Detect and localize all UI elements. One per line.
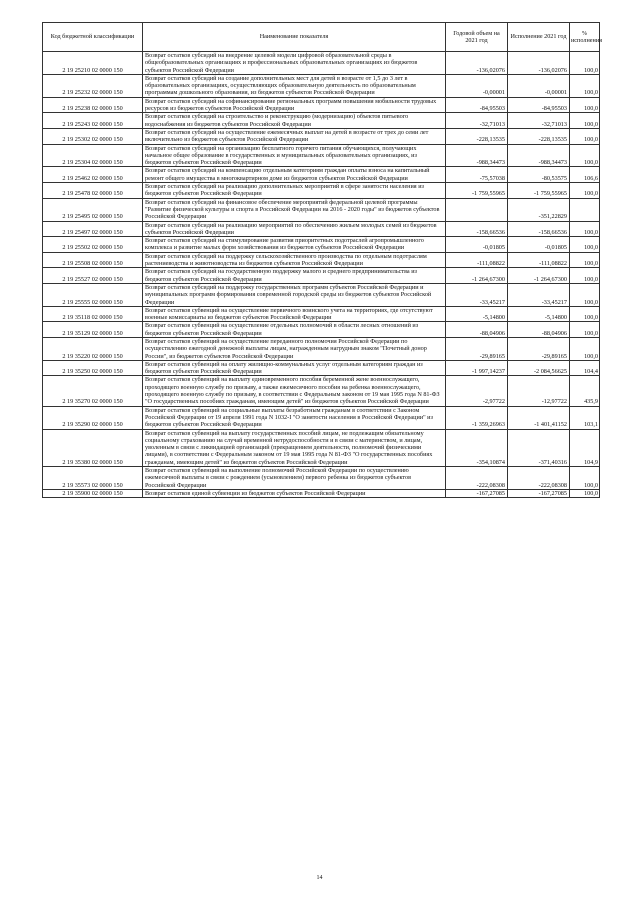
cell-plan: -354,10874 xyxy=(446,429,508,466)
cell-pct: 100,0 xyxy=(570,268,600,284)
cell-exec: -84,95503 xyxy=(508,97,570,113)
cell-plan: -0,00001 xyxy=(446,74,508,97)
cell-name: Возврат остатков субвенций на выполнение полномочий Российской Федерации по осуществлению ежемесячной выплаты в связи с рождением (усыновлением) первого ребенка из бюджетов субъектов Российской Федерации xyxy=(143,467,446,490)
cell-pct: 100,0 xyxy=(570,128,600,144)
cell-exec: -32,71013 xyxy=(508,113,570,129)
cell-plan: -988,34473 xyxy=(446,144,508,167)
cell-name: Возврат остатков субвенций на оплату жилищно-коммунальных услуг отдельным категориям граждан из бюджетов субъектов Российской Федерации xyxy=(143,360,446,376)
cell-name: Возврат остатков субсидий на реализацию дополнительных мероприятий в сфере занятости населения из бюджетов субъектов Российской Федерации xyxy=(143,183,446,199)
cell-exec: -1 401,41152 xyxy=(508,406,570,429)
cell-name: Возврат остатков субвенций на социальные выплаты безработным гражданам в соответствии с Законом Российской Федерации от 19 апреля 1991 года N 1032-I "О занятости населения в Российской Федерации" из бюджетов субъектов Российской Федерации xyxy=(143,406,446,429)
cell-exec: -5,14800 xyxy=(508,306,570,322)
cell-pct: 100,0 xyxy=(570,322,600,338)
cell-pct: 100,0 xyxy=(570,183,600,199)
table-row xyxy=(43,74,600,97)
cell-pct: 100,0 xyxy=(570,467,600,490)
cell-exec: -136,02076 xyxy=(508,52,570,75)
header-exec: Исполнение 2021 год xyxy=(508,23,570,52)
cell-name: Возврат остатков субсидий на стимулирование развития приоритетных подотраслей агропромышленного комплекса и развитие малых форм хозяйствования из бюджетов субъектов Российской Федерации xyxy=(143,237,446,253)
table-row xyxy=(43,237,600,253)
cell-name: Возврат остатков субсидий на поддержку государственных программ субъектов Российской Федерации и муниципальных программ формирования современной городской среды из бюджетов субъектов Российской Федерации xyxy=(143,283,446,306)
cell-plan: -111,08822 xyxy=(446,252,508,268)
cell-pct: 100,0 xyxy=(570,283,600,306)
cell-code: 2 19 35573 02 0000 150 xyxy=(43,467,143,490)
cell-pct: 100,0 xyxy=(570,489,600,497)
cell-name: Возврат остатков субсидий на софинансирование региональных программ повышения мобильности трудовых ресурсов из бюджетов субъектов Российской Федерации xyxy=(143,97,446,113)
cell-name: Возврат остатков субсидий на строительство и реконструкцию (модернизацию) объектов питьевого водоснабжения из бюджетов субъектов Российской Федерации xyxy=(143,113,446,129)
cell-pct: 106,6 xyxy=(570,167,600,183)
cell-name: Возврат остатков субсидий на создание дополнительных мест для детей в возрасте от 1,5 до 3 лет в образовательных организациях, осуществляющих образовательную деятельность по образовательным программам дошкольного образования, из бюджетов субъектов Российской Федерации xyxy=(143,74,446,97)
table-row xyxy=(43,429,600,466)
cell-name: Возврат остатков субсидий на организацию бесплатного горячего питания обучающихся, получающих начальное общее образование в государственных и муниципальных образовательных организациях, из бюджетов субъектов Российской Федерации xyxy=(143,144,446,167)
cell-name: Возврат остатков субсидий на государственную поддержку малого и среднего предпринимательства из бюджетов субъектов Российской Федерации xyxy=(143,268,446,284)
cell-pct: 100,0 xyxy=(570,97,600,113)
table-row xyxy=(43,268,600,284)
cell-code: 2 19 35380 02 0000 150 xyxy=(43,429,143,466)
cell-plan: -5,14800 xyxy=(446,306,508,322)
cell-name: Возврат остатков субвенций на осуществление первичного воинского учета на территориях, где отсутствуют военные комиссариаты из бюджетов субъектов Российской Федерации xyxy=(143,306,446,322)
header-name: Наименование показателя xyxy=(143,23,446,52)
cell-exec: -80,53575 xyxy=(508,167,570,183)
table-header-row xyxy=(43,23,600,52)
cell-exec: -228,13535 xyxy=(508,128,570,144)
cell-plan: -75,57038 xyxy=(446,167,508,183)
cell-plan: -1 759,55965 xyxy=(446,183,508,199)
cell-plan: -0,01805 xyxy=(446,237,508,253)
cell-code: 2 19 25502 02 0000 150 xyxy=(43,237,143,253)
table-row xyxy=(43,406,600,429)
cell-name: Возврат остатков субвенций на осуществление переданного полномочия Российской Федерации по осуществлению ежегодной денежной выплаты лицам, награжденным нагрудным знаком "Почетный донор России", из бюджетов субъектов Российской Федерации xyxy=(143,337,446,360)
cell-plan: -2,97722 xyxy=(446,376,508,406)
cell-pct: 100,0 xyxy=(570,221,600,237)
table-row xyxy=(43,376,600,406)
cell-pct: 100,0 xyxy=(570,252,600,268)
cell-exec: -167,27085 xyxy=(508,489,570,497)
table-row xyxy=(43,52,600,75)
cell-pct xyxy=(570,198,600,221)
cell-exec: -1 759,55965 xyxy=(508,183,570,199)
cell-code: 2 19 25232 02 0000 150 xyxy=(43,74,143,97)
cell-plan: -167,27085 xyxy=(446,489,508,497)
table-row xyxy=(43,113,600,129)
cell-pct: 103,1 xyxy=(570,406,600,429)
cell-code: 2 19 25462 02 0000 150 xyxy=(43,167,143,183)
table-row xyxy=(43,167,600,183)
cell-code: 2 19 25478 02 0000 150 xyxy=(43,183,143,199)
cell-exec: -0,01805 xyxy=(508,237,570,253)
cell-name: Возврат остатков субсидий на финансовое обеспечение мероприятий федеральной целевой программы "Развитие физической культуры и спорта в Российской Федерации на 2016 - 2020 годы" из бюджетов субъектов Российской Федерации xyxy=(143,198,446,221)
cell-pct: 435,9 xyxy=(570,376,600,406)
cell-exec: -29,89165 xyxy=(508,337,570,360)
cell-plan: -1 997,14237 xyxy=(446,360,508,376)
table-row xyxy=(43,337,600,360)
cell-name: Возврат остатков единой субвенции из бюджетов субъектов Российской Федерации xyxy=(143,489,446,497)
cell-exec: -158,66536 xyxy=(508,221,570,237)
cell-pct: 104,9 xyxy=(570,429,600,466)
table-row xyxy=(43,221,600,237)
cell-code: 2 19 25304 02 0000 150 xyxy=(43,144,143,167)
table-row xyxy=(43,144,600,167)
cell-plan: -88,04906 xyxy=(446,322,508,338)
cell-exec: -33,45217 xyxy=(508,283,570,306)
cell-code: 2 19 25495 02 0000 150 xyxy=(43,198,143,221)
cell-name: Возврат остатков субвенций на выплату единовременного пособия беременной жене военнослужащего, проходящего военную службу по призыву, а также ежемесячного пособия на ребенка военнослужащего, проходящего военную службу по призыву, в соответствии с Федеральным законом от 19 мая 1995 года N 81-ФЗ "О государственных пособиях гражданам, имеющим детей" из бюджетов субъектов Российской Федерации xyxy=(143,376,446,406)
cell-code: 2 19 25238 02 0000 150 xyxy=(43,97,143,113)
table-row xyxy=(43,322,600,338)
cell-exec: -351,22829 xyxy=(508,198,570,221)
cell-pct: 100,0 xyxy=(570,74,600,97)
cell-exec: -222,08308 xyxy=(508,467,570,490)
cell-plan: -1 359,26963 xyxy=(446,406,508,429)
cell-exec: -371,40316 xyxy=(508,429,570,466)
table-row xyxy=(43,252,600,268)
cell-pct: 100,0 xyxy=(570,337,600,360)
cell-plan: -33,45217 xyxy=(446,283,508,306)
cell-pct: 100,0 xyxy=(570,144,600,167)
table-row xyxy=(43,306,600,322)
cell-code: 2 19 25555 02 0000 150 xyxy=(43,283,143,306)
cell-exec: -0,00001 xyxy=(508,74,570,97)
cell-plan: -29,89165 xyxy=(446,337,508,360)
cell-code: 2 19 35220 02 0000 150 xyxy=(43,337,143,360)
cell-name: Возврат остатков субсидий на компенсацию отдельным категориям граждан оплаты взноса на капитальный ремонт общего имущества в многоквартирном доме из бюджетов субъектов Российской Федерации xyxy=(143,167,446,183)
cell-plan: -228,13535 xyxy=(446,128,508,144)
budget-report-page xyxy=(42,22,602,498)
table-row xyxy=(43,489,600,497)
cell-name: Возврат остатков субсидий на осуществление ежемесячных выплат на детей в возрасте от трех до семи лет включительно из бюджетов субъектов Российской Федерации xyxy=(143,128,446,144)
cell-plan: -32,71013 xyxy=(446,113,508,129)
cell-code: 2 19 35290 02 0000 150 xyxy=(43,406,143,429)
cell-code: 2 19 35118 02 0000 150 xyxy=(43,306,143,322)
cell-pct: 104,4 xyxy=(570,360,600,376)
cell-plan: -84,95503 xyxy=(446,97,508,113)
table-row xyxy=(43,467,600,490)
table-body xyxy=(43,52,600,498)
cell-name: Возврат остатков субсидий на внедрение целевой модели цифровой образовательной среды в общеобразовательных организациях и профессиональных образовательных организациях из бюджетов субъектов Российской Федерации xyxy=(143,52,446,75)
header-plan: Годовой объем на 2021 год xyxy=(446,23,508,52)
cell-code: 2 19 25497 02 0000 150 xyxy=(43,221,143,237)
cell-name: Возврат остатков субвенций на выплату государственных пособий лицам, не подлежащим обязательному социальному страхованию на случай временной нетрудоспособности и в связи с материнством, и лицам, уволенным в связи с ликвидацией организаций (прекращением деятельности, полномочий физическими лицами), в соответствии с Федеральным законом от 19 мая 1995 года N 81-ФЗ "О государственных пособиях гражданам, имеющим детей" из бюджетов субъектов Российской Федерации xyxy=(143,429,446,466)
cell-code: 2 19 35129 02 0000 150 xyxy=(43,322,143,338)
cell-code: 2 19 35900 02 0000 150 xyxy=(43,489,143,497)
cell-exec: -111,08822 xyxy=(508,252,570,268)
budget-execution-table xyxy=(42,22,600,498)
cell-code: 2 19 25243 02 0000 150 xyxy=(43,113,143,129)
cell-plan xyxy=(446,198,508,221)
cell-pct: 100,0 xyxy=(570,237,600,253)
page-number: 14 xyxy=(316,875,323,881)
cell-pct: 100,0 xyxy=(570,52,600,75)
cell-exec: -1 264,67300 xyxy=(508,268,570,284)
table-row xyxy=(43,128,600,144)
header-pct: % исполнения xyxy=(570,23,600,52)
table-row xyxy=(43,283,600,306)
cell-pct: 100,0 xyxy=(570,113,600,129)
cell-plan: -136,02076 xyxy=(446,52,508,75)
cell-code: 2 19 25527 02 0000 150 xyxy=(43,268,143,284)
table-row xyxy=(43,360,600,376)
cell-name: Возврат остатков субсидий на реализацию мероприятий по обеспечению жильем молодых семей из бюджетов субъектов Российской Федерации xyxy=(143,221,446,237)
table-row xyxy=(43,97,600,113)
cell-plan: -158,66536 xyxy=(446,221,508,237)
cell-plan: -1 264,67300 xyxy=(446,268,508,284)
cell-plan: -222,08308 xyxy=(446,467,508,490)
cell-code: 2 19 35250 02 0000 150 xyxy=(43,360,143,376)
cell-code: 2 19 35270 02 0000 150 xyxy=(43,376,143,406)
cell-exec: -88,04906 xyxy=(508,322,570,338)
cell-exec: -12,97722 xyxy=(508,376,570,406)
cell-code: 2 19 25508 02 0000 150 xyxy=(43,252,143,268)
cell-name: Возврат остатков субвенций на осуществление отдельных полномочий в области лесных отношений из бюджетов субъектов Российской Федерации xyxy=(143,322,446,338)
cell-exec: -988,34473 xyxy=(508,144,570,167)
header-code: Код бюджетной классификации xyxy=(43,23,143,52)
table-row xyxy=(43,183,600,199)
cell-name: Возврат остатков субсидий на поддержку сельскохозяйственного производства по отдельным подотраслям растениеводства и животноводства из бюджетов субъектов Российской Федерации xyxy=(143,252,446,268)
table-row xyxy=(43,198,600,221)
cell-exec: -2 084,56625 xyxy=(508,360,570,376)
cell-code: 2 19 25302 02 0000 150 xyxy=(43,128,143,144)
cell-pct: 100,0 xyxy=(570,306,600,322)
cell-code: 2 19 25210 02 0000 150 xyxy=(43,52,143,75)
